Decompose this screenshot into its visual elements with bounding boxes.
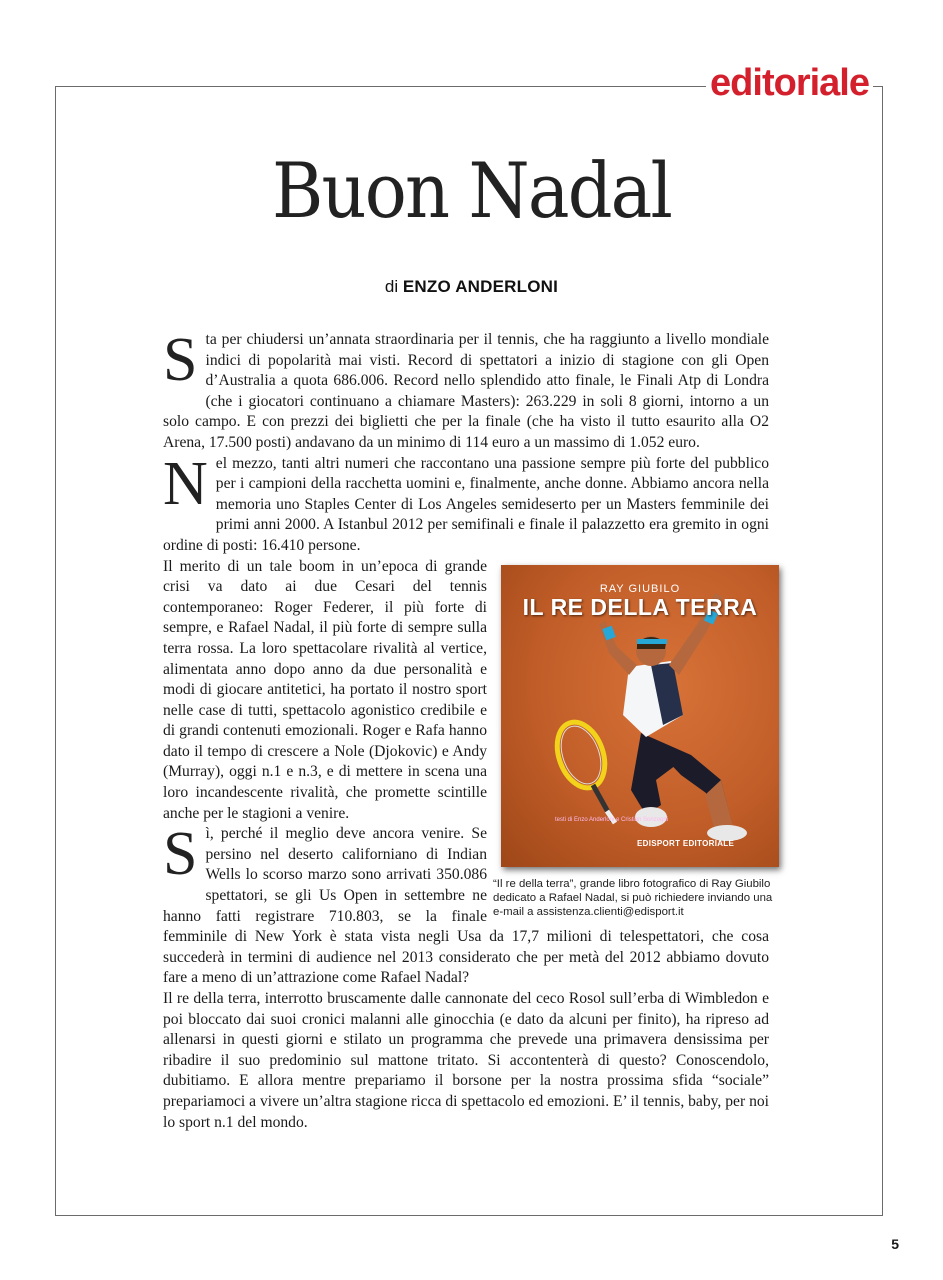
paragraph-5: Il re della terra, interrotto bruscamente dalle cannonate del ceco Rosol sull’erba di Wimbledon e poi bloccato dai suoi cronici malanni alle ginocchia (e dato da alcuni per finito), ha ripreso ad allenarsi in questi giorni e stilato un programma che prevede una primavera densissima per ribadire il suo predominio sul mattone tritato. Si accontenterà di questo? Conoscendolo, dubitiamo. E allora mentre prepariamo il borsone per la nostra prossima sfida “sociale” prepariamoci a vivere un’altra stagione ricca di spettacolo ed emozioni. E’ il tennis, baby, per noi lo sport n.1 del mondo. [163,990,769,1131]
book-title: IL RE DELLA TERRA [522,593,758,620]
dropcap: S [163,820,198,889]
paragraph-text: ta per chiudersi un’annata straordinaria per il tennis, che ha raggiunto a livello mondiale indici di popolarità mai visti. Record di spettatori a inizio di stagione con gli Open d’Australia a quota 686.006. Record nello splendido atto finale, le Finali Atp di Londra (che i giocatori continuano a chiamare Masters): 263.229 in soli 8 giorni, intorno a un solo campo. E con prezzi dei biglietti che per la finale (che ha visto il tutto esaurito alla O2 Arena, 17.500 posti) andavano da un minimo di 114 euro a un massimo di 1.052 euro. [163,331,769,451]
dropcap: N [163,449,208,518]
book-figure [493,565,779,919]
section-label: editoriale [706,60,873,106]
book-publisher: EDISPORT EDITORIALE [637,838,735,848]
article-body [163,326,773,1133]
dropcap: S [163,326,198,394]
book-author: RAY GIUBILO [599,582,681,595]
book-credits: testi di Enzo Anderloni e Cristian Sonzogni [555,816,669,823]
byline-prefix: di [384,277,399,296]
page-number: 5 [891,1236,899,1252]
paragraph-text: ì, perché il meglio deve ancora venire. Se persino nel deserto californiano di Indian Wells lo scorso marzo sono arrivati 350.086 spettatori, se gli Us Open in settembre ne hanno fatti registrare 710.803, se la finale femminile di New York è stata vista negli Usa da 17,7 milioni di telespettatori, che cosa succederà in termini di audience nel 2013 considerato che per metà del 2012 abbiamo dovuto fare a meno di un’attrazione come Rafael Nadal? [163,825,769,987]
paragraph-3: Il merito di un tale boom in un’epoca di grande crisi va dato ai due Cesari del tennis contemporaneo: Roger Federer, il più forte di sempre, e Rafael Nadal, il più forte di sempre sulla terra rossa. La loro spettacolare rivalità al vertice, alimentata anno dopo anno da due personalità e modi di giocare antitetici, ha portato il nostro sport nelle case di tutti, spettacolo agonistico credibile e di grandi contenuti emozionali. Roger e Rafa hanno dato il tempo di crescere a Nole (Djokovic) e Andy (Murray), oggi n.1 e n.3, e di mettere in scena una loro incandescente rivalità, che promette scintille anche per le stagioni a venire. [163,557,487,822]
article-title: Buon Nadal [271,146,672,235]
byline [0,277,943,297]
paragraph-2 [163,449,769,557]
image-caption: “Il re della terra”, grande libro fotografico di Ray Giubilo dedicato a Rafael Nadal, si può richiedere inviando una e-mail a assistenza.clienti@edisport.it [493,877,773,918]
byline-author: ENZO ANDERLONI [402,277,559,296]
paragraph-text: el mezzo, tanti altri numeri che raccontano una passione sempre più forte del pubblico per i campioni della racchetta uomini e, finalmente, anche donne. Abbiamo ancora nella memoria uno Staples Center di Los Angeles semideserto per un Masters femminile dei primi anni 2000. A Istanbul 2012 per semifinali e finale il palazzetto era gremito in ogni ordine di posti: 16.410 persone. [163,454,769,554]
paragraph-1 [163,326,769,454]
book-cover-image [501,565,779,867]
